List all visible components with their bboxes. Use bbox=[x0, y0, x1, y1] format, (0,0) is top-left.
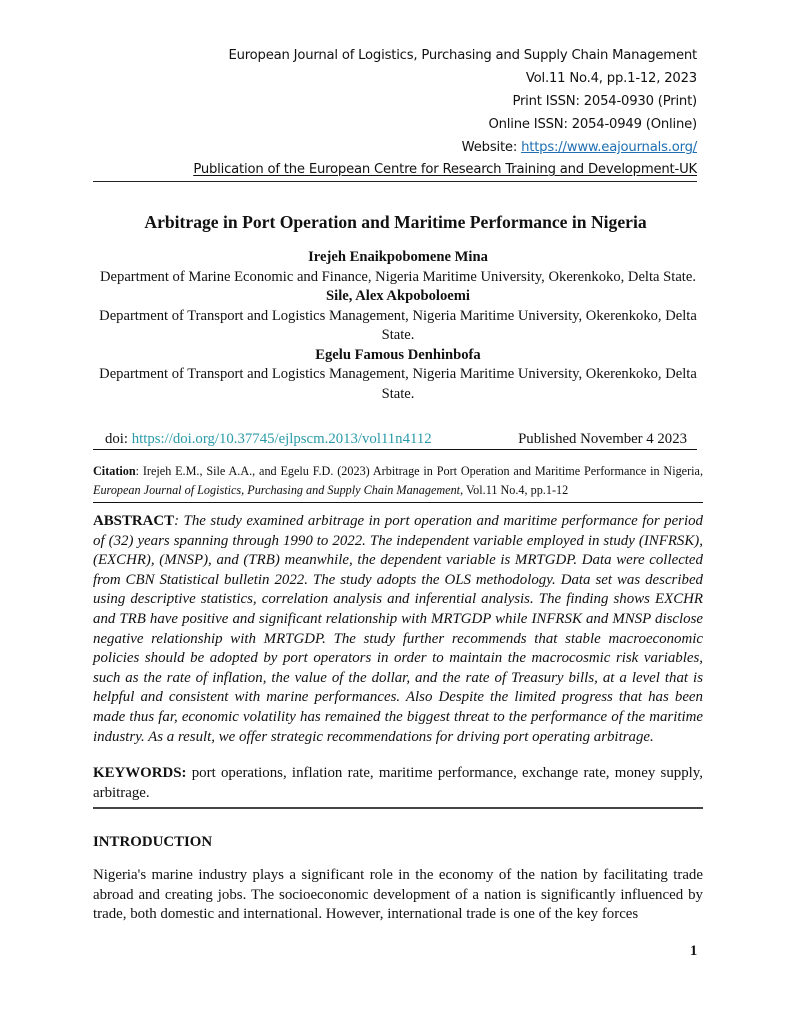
page-number: 1 bbox=[690, 943, 698, 959]
website-link[interactable]: https://www.eajournals.org/ bbox=[521, 140, 697, 155]
author-affiliation: Department of Transport and Logistics Management, Nigeria Maritime University, Okerenkoko, Delta State. bbox=[99, 307, 697, 343]
doi-row bbox=[93, 430, 697, 450]
author-block bbox=[93, 248, 703, 287]
author-list bbox=[93, 248, 703, 404]
author-name: Sile, Alex Akpoboloemi bbox=[326, 288, 470, 304]
doi-label: doi: bbox=[105, 431, 132, 447]
journal-name: European Journal of Logistics, Purchasing and Supply Chain Management bbox=[228, 48, 697, 63]
keywords-label: KEYWORDS: bbox=[93, 765, 187, 781]
citation-label: Citation bbox=[93, 464, 136, 478]
author-name: Egelu Famous Denhinbofa bbox=[315, 346, 481, 363]
doi bbox=[105, 430, 432, 449]
citation bbox=[93, 462, 703, 503]
abstract-text: : The study examined arbitrage in port operation and maritime performance for period of (32) years spanning through 1990 to 2022. The independent variable employed in study (INFRSK), (EXCHR), (MNSP), and (TRB) meanwhile, the dependent variable is MRTGDP. Data were collected from CBN Statistical bulletin 2022. The study adopts the OLS methodology. Data set was described using descriptive statistics, correlation analysis and inferential analysis. The finding shows EXCHR and TRB have positive and significant relationship with MRTGDP while INFRSK and MNSP disclose negative relationship with MRTGDP. The study further recommends that stable macroeconomic policies should be adopted by port operators in order to maintain the macrocosmic risk variables, such as the rate of inflation, the value of the dollar, and the rate of Treasury bills, at a level that is helpful and consistent with marine performances. Also Despite the limited progress that has been made thus far, economic volatility has remained the biggest threat to the performance of the maritime industry. As a result, we offer strategic recommendations for driving port operating arbitrage. bbox=[93, 513, 703, 745]
citation-tail: , Vol.11 No.4, pp.1-12 bbox=[460, 483, 569, 497]
publisher: Publication of the European Centre for Research Training and Development-UK bbox=[193, 162, 697, 177]
published-date: Published November 4 2023 bbox=[518, 431, 687, 447]
citation-journal: European Journal of Logistics, Purchasing and Supply Chain Management bbox=[93, 483, 461, 497]
publisher-line bbox=[93, 159, 697, 182]
citation-text: : Irejeh E.M., Sile A.A., and Egelu F.D. (2023) Arbitrage in Port Operation and Maritime Performance in Nigeria, bbox=[135, 464, 703, 478]
author-affiliation: Department of Marine Economic and Finance, Nigeria Maritime University, Okerenkoko, Delta State. bbox=[100, 268, 696, 285]
keywords-text: port operations, inflation rate, maritime performance, exchange rate, money supply, arbitrage. bbox=[93, 765, 703, 801]
doi-link[interactable]: https://doi.org/10.37745/ejlpscm.2013/vol11n4112 bbox=[131, 431, 432, 447]
abstract bbox=[93, 512, 703, 747]
author-block bbox=[93, 346, 703, 405]
introduction-paragraph: Nigeria's marine industry plays a significant role in the economy of the nation by facilitating trade abroad and creating jobs. The socioeconomic development of a nation is significantly influenced by trade, both domestic and international. However, international trade is one of the key forces bbox=[93, 867, 703, 923]
keywords bbox=[93, 764, 703, 809]
paper-title: Arbitrage in Port Operation and Maritime Performance in Nigeria bbox=[144, 212, 647, 232]
print-issn: Print ISSN: 2054-0930 (Print) bbox=[512, 94, 697, 109]
abstract-label: ABSTRACT bbox=[93, 513, 175, 529]
website-line bbox=[93, 136, 697, 159]
section-heading-introduction: INTRODUCTION bbox=[93, 834, 213, 850]
author-block bbox=[93, 287, 703, 346]
author-affiliation: Department of Transport and Logistics Management, Nigeria Maritime University, Okerenkoko, Delta State. bbox=[99, 366, 697, 402]
website-label: Website: bbox=[461, 140, 522, 155]
online-issn: Online ISSN: 2054-0949 (Online) bbox=[488, 117, 697, 132]
journal-header bbox=[93, 44, 697, 182]
author-name: Irejeh Enaikpobomene Mina bbox=[308, 249, 488, 265]
volume-info: Vol.11 No.4, pp.1-12, 2023 bbox=[525, 71, 697, 86]
